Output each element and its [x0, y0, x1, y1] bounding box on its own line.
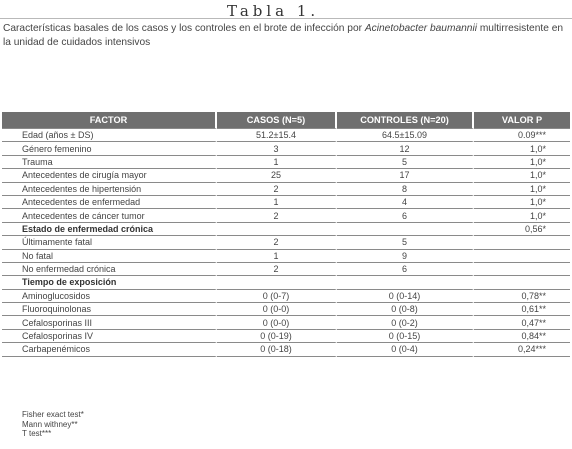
table-row: [2, 303, 570, 316]
casos-cell: 3: [217, 142, 337, 155]
factor-cell: Últimamente fatal: [2, 236, 217, 249]
factor-cell: No enfermedad crónica: [2, 263, 217, 276]
header-valor-p: VALOR P: [474, 112, 570, 128]
valor-p-cell: 0,56*: [474, 223, 570, 236]
table-row: [2, 250, 570, 263]
valor-p-cell: 1,0*: [474, 183, 570, 196]
table-row: [2, 316, 570, 329]
factor-cell: Edad (años ± DS): [2, 128, 217, 142]
casos-cell: 2: [217, 183, 337, 196]
header-factor: FACTOR: [2, 112, 217, 128]
baseline-characteristics-table: [2, 112, 570, 357]
table-row: [2, 169, 570, 182]
title-divider: [0, 18, 572, 19]
casos-cell: 2: [217, 263, 337, 276]
valor-p-cell: [474, 236, 570, 249]
factor-cell: Antecedentes de enfermedad: [2, 196, 217, 209]
table-body: [2, 128, 570, 357]
controles-cell: 6: [337, 263, 474, 276]
factor-cell: Cefalosporinas IV: [2, 330, 217, 343]
valor-p-cell: 1,0*: [474, 142, 570, 155]
factor-cell: Tiempo de exposición: [2, 276, 217, 289]
casos-cell: 1: [217, 196, 337, 209]
header-casos: CASOS (N=5): [217, 112, 337, 128]
controles-cell: 9: [337, 250, 474, 263]
valor-p-cell: [474, 263, 570, 276]
table-section-row: [2, 223, 570, 236]
caption-text-start: Características basales de los casos y los controles en el brote de infección por: [3, 23, 365, 34]
table-title: Tabla 1.: [227, 2, 320, 20]
table-caption: [3, 22, 569, 50]
controles-cell: 0 (0-8): [337, 303, 474, 316]
factor-cell: Trauma: [2, 156, 217, 169]
casos-cell: [217, 223, 337, 236]
controles-cell: 0 (0-15): [337, 330, 474, 343]
table-row: [2, 236, 570, 249]
valor-p-cell: 0,24***: [474, 343, 570, 356]
table-row: [2, 330, 570, 343]
controles-cell: 0 (0-4): [337, 343, 474, 356]
casos-cell: 0 (0-19): [217, 330, 337, 343]
header-controles: CONTROLES (N=20): [337, 112, 474, 128]
footnote-mann-whitney: Mann withney**: [22, 419, 78, 429]
controles-cell: 0 (0-14): [337, 290, 474, 303]
factor-cell: Antecedentes de hipertensión: [2, 183, 217, 196]
controles-cell: 6: [337, 209, 474, 222]
casos-cell: 0 (0-18): [217, 343, 337, 356]
valor-p-cell: 1,0*: [474, 209, 570, 222]
casos-cell: 25: [217, 169, 337, 182]
table-row: [2, 128, 570, 142]
controles-cell: 17: [337, 169, 474, 182]
valor-p-cell: 1,0*: [474, 156, 570, 169]
footnotes: [22, 410, 84, 439]
valor-p-cell: 0,84**: [474, 330, 570, 343]
casos-cell: 0 (0-7): [217, 290, 337, 303]
table-row: [2, 343, 570, 356]
casos-cell: 0 (0-0): [217, 303, 337, 316]
controles-cell: 4: [337, 196, 474, 209]
caption-text-end: multirresistente en la unidad de cuidados intensivos: [3, 23, 564, 48]
factor-cell: Antecedentes de cáncer tumor: [2, 209, 217, 222]
controles-cell: 8: [337, 183, 474, 196]
factor-cell: Cefalosporinas III: [2, 316, 217, 329]
casos-cell: 51.2±15.4: [217, 128, 337, 142]
table-row: [2, 183, 570, 196]
casos-cell: 2: [217, 209, 337, 222]
factor-cell: Antecedentes de cirugía mayor: [2, 169, 217, 182]
factor-cell: Género femenino: [2, 142, 217, 155]
controles-cell: 12: [337, 142, 474, 155]
valor-p-cell: 1,0*: [474, 169, 570, 182]
table-row: [2, 156, 570, 169]
controles-cell: 0 (0-2): [337, 316, 474, 329]
footnote-fisher: Fisher exact test*: [22, 410, 84, 419]
controles-cell: 5: [337, 156, 474, 169]
valor-p-cell: [474, 276, 570, 289]
casos-cell: 1: [217, 156, 337, 169]
factor-cell: Carbapenémicos: [2, 343, 217, 356]
casos-cell: [217, 276, 337, 289]
casos-cell: 1: [217, 250, 337, 263]
valor-p-cell: [474, 250, 570, 263]
valor-p-cell: 0,78**: [474, 290, 570, 303]
casos-cell: 2: [217, 236, 337, 249]
table-row: [2, 209, 570, 222]
table-section-row: [2, 276, 570, 289]
factor-cell: Estado de enfermedad crónica: [2, 223, 217, 236]
valor-p-cell: 0.09***: [474, 128, 570, 142]
table-row: [2, 196, 570, 209]
valor-p-cell: 0,61**: [474, 303, 570, 316]
valor-p-cell: 1,0*: [474, 196, 570, 209]
controles-cell: 64.5±15.09: [337, 128, 474, 142]
controles-cell: [337, 276, 474, 289]
table-row: [2, 263, 570, 276]
controles-cell: [337, 223, 474, 236]
factor-cell: No fatal: [2, 250, 217, 263]
table-row: [2, 142, 570, 155]
controles-cell: 5: [337, 236, 474, 249]
table-header-row: [2, 112, 570, 128]
table-row: [2, 290, 570, 303]
factor-cell: Aminoglucosidos: [2, 290, 217, 303]
footnote-t-test: T test***: [22, 429, 52, 439]
casos-cell: 0 (0-0): [217, 316, 337, 329]
valor-p-cell: 0,47**: [474, 316, 570, 329]
factor-cell: Fluoroquinolonas: [2, 303, 217, 316]
caption-organism: Acinetobacter baumannii: [364, 23, 477, 34]
